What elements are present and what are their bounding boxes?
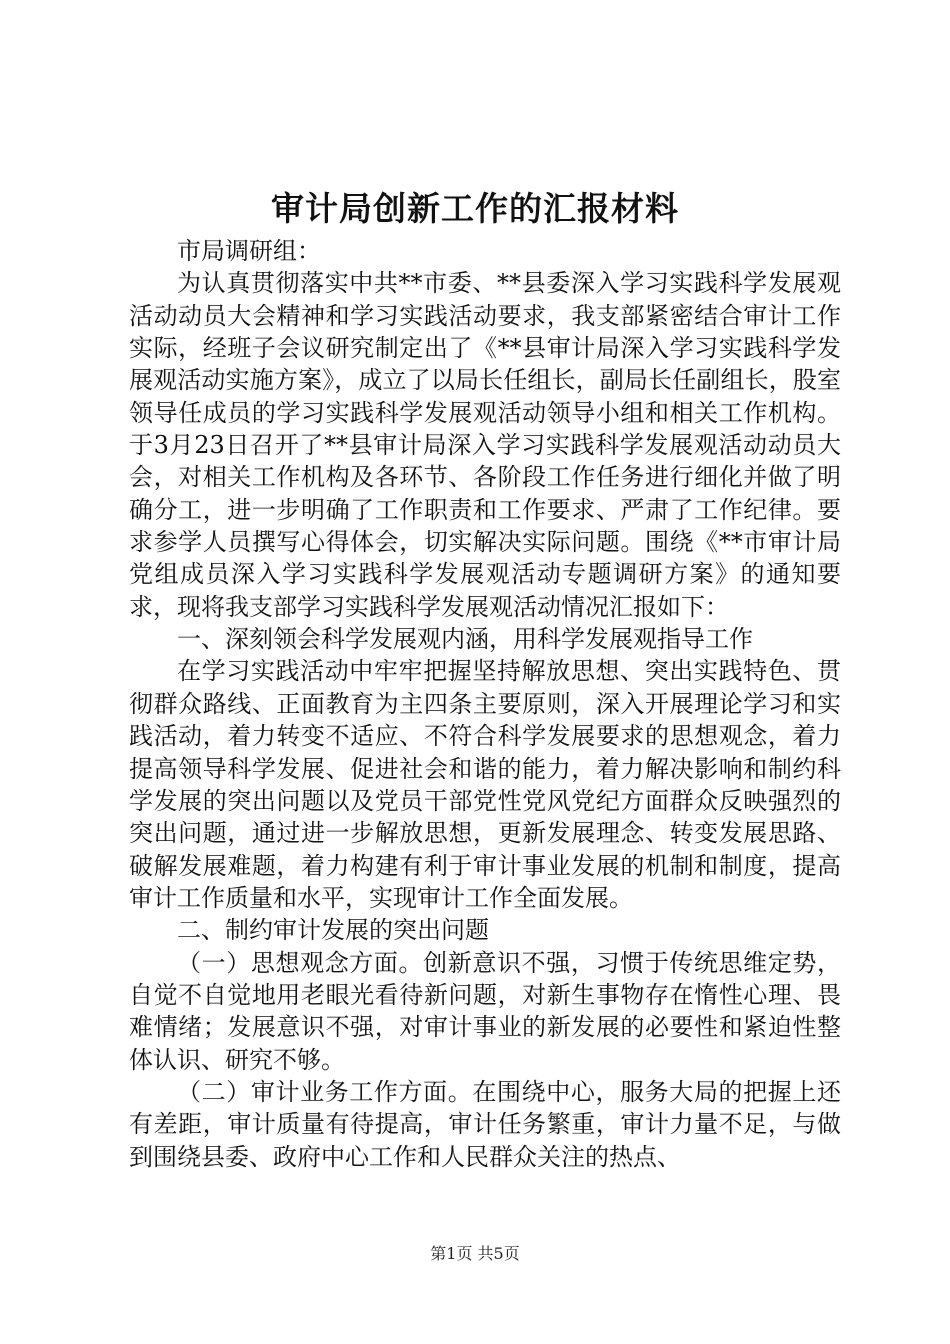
document-title: 审计局创新工作的汇报材料 (271, 189, 679, 228)
paragraph-subsection-1: （一）思想观念方面。创新意识不强，习惯于传统思维定势，自觉不自觉地用老眼光看待新问题，对新生事物存在惰性心理、畏难情绪；发展意识不强，对审计事业的新发展的必要性和紧迫性整体认识、研究不够。 (129, 948, 841, 1074)
paragraph-section-1: 在学习实践活动中牢牢把握坚持解放思想、突出实践特色、贯彻群众路线、正面教育为主四条主要原则，深入开展理论学习和实践活动，着力转变不适应、不符合科学发展要求的思想观念，着力提高领导科学发展、促进社会和谐的能力，着力解决影响和制约科学发展的突出问题以及党员干部党性党风党纪方面群众反映强烈的突出问题，通过进一步解放思想，更新发展理念、转变发展思路、破解发展难题，着力构建有利于审计事业发展的机制和制度，提高审计工作质量和水平，实现审计工作全面发展。 (129, 657, 841, 912)
document-body (129, 235, 841, 1173)
section-heading-2: 二、制约审计发展的突出问题 (177, 916, 489, 945)
section-heading-1: 一、深刻领会科学发展观内涵，用科学发展观指导工作 (177, 625, 753, 654)
page-footer: 第1页 共5页 (430, 1244, 520, 1263)
paragraph-subsection-2: （二）审计业务工作方面。在围绕中心，服务大局的把握上还有差距，审计质量有待提高，审计任务繁重，审计力量不足，与做到围绕县委、政府中心工作和人民群众关注的热点、 (129, 1077, 841, 1171)
salutation: 市局调研组： (177, 237, 321, 265)
paragraph-intro: 为认真贯彻落实中共**市委、**县委深入学习实践科学发展观活动动员大会精神和学习实践活动要求，我支部紧密结合审计工作实际，经班子会议研究制定出了《**县审计局深入学习实践科学发展观活动实施方案》，成立了以局长任组长，副局长任副组长，股室领导任成员的学习实践科学发展观活动领导小组和相关工作机构。于3月23日召开了**县审计局深入学习实践科学发展观活动动员大会，对相关工作机构及各环节、各阶段工作任务进行细化并做了明确分工，进一步明确了工作职责和工作要求、严肃了工作纪律。要求参学人员撰写心得体会，切实解决实际问题。围绕《**市审计局党组成员深入学习实践科学发展观活动专题调研方案》的通知要求，现将我支部学习实践科学发展观活动情况汇报如下： (129, 269, 841, 621)
